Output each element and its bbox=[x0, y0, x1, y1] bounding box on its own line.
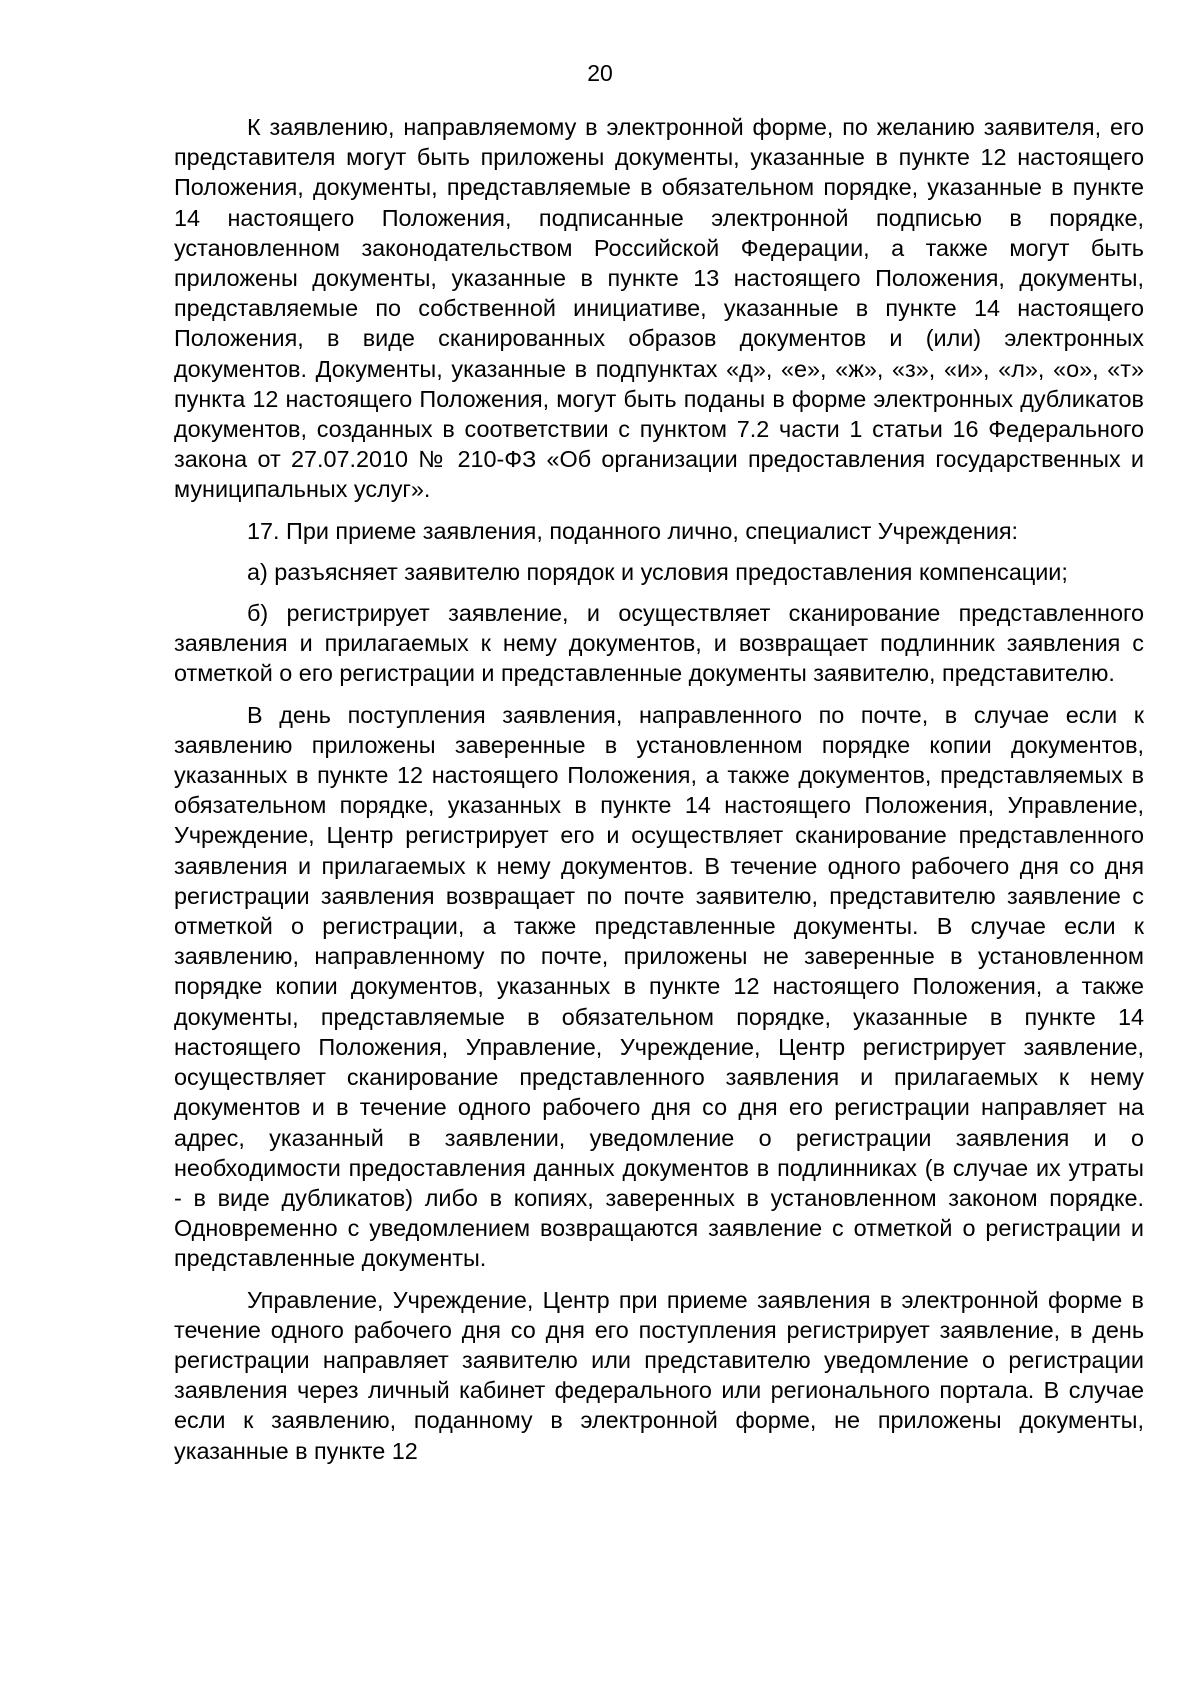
document-body bbox=[174, 112, 1144, 1466]
paragraph-electronic-application: Управление, Учреждение, Центр при приеме заявления в электронной форме в течение одного рабочего дня со дня его поступления регистрирует заявление, в день регистрации направляет заявителю или представителю уведомление о регистрации заявления через личный кабинет федерального или регионального портала. В случае если к заявлению, поданному в электронной форме, не приложены документы, указанные в пункте 12 bbox=[174, 1286, 1144, 1464]
paragraph-postal-application: В день поступления заявления, направленного по почте, в случае если к заявлению приложены заверенные в установленном порядке копии документов, указанных в пункте 12 настоящего Положения, а также документов, представляемых в обязательном порядке, указанных в пункте 14 настоящего Положения, Управление, Учреждение, Центр регистрирует его и осуществляет сканирование представленного заявления и прилагаемых к нему документов. В течение одного рабочего дня со дня регистрации заявления возвращает по почте заявителю, представителю заявление с отметкой о регистрации, а также представленные документы. В случае если к заявлению, направленному по почте, приложены не заверенные в установленном порядке копии документов, указанных в пункте 12 настоящего Положения, а также документы, представляемые в обязательном порядке, указанные в пункте 14 настоящего Положения, Управление, Учреждение, Центр регистрирует заявление, осуществляет сканирование представленного заявления и прилагаемых к нему документов и в течение одного рабочего дня со дня его регистрации направляет на адрес, указанный в заявлении, уведомление о регистрации заявления и о необходимости предоставления данных документов в подлинниках (в случае их утраты - в виде дубликатов) либо в копиях, заверенных в установленном законом порядке. Одновременно с уведомлением возвращаются заявление с отметкой о регистрации и представленные документы. bbox=[174, 701, 1144, 1272]
paragraph-subitem-b: б) регистрирует заявление, и осуществляет сканирование представленного заявления и прилагаемых к нему документов, и возвращает подлинник заявления с отметкой о его регистрации и представленные документы заявителю, представителю. bbox=[174, 600, 1144, 687]
paragraph-subitem-a: а) разъясняет заявителю порядок и условия предоставления компенсации; bbox=[247, 558, 1068, 585]
paragraph-item-17: 17. При приеме заявления, поданного лично, специалист Учреждения: bbox=[247, 517, 1019, 544]
page-number: 20 bbox=[587, 60, 613, 86]
paragraph-electronic-form-attachments: К заявлению, направляемому в электронной форме, по желанию заявителя, его представителя могут быть приложены документы, указанные в пункте 12 настоящего Положения, документы, представляемые в обязательном порядке, указанные в пункте 14 настоящего Положения, подписанные электронной подписью в порядке, установленном законодательством Российской Федерации, а также могут быть приложены документы, указанные в пункте 13 настоящего Положения, документы, представляемые по собственной инициативе, указанные в пункте 14 настоящего Положения, в виде сканированных образов документов и (или) электронных документов. Документы, указанные в подпунктах «д», «е», «ж», «з», «и», «л», «о», «т» пункта 12 настоящего Положения, могут быть поданы в форме электронных дубликатов документов, созданных в соответствии с пунктом 7.2 части 1 статьи 16 Федерального закона от 27.07.2010 № 210-ФЗ «Об организации предоставления государственных и муниципальных услуг». bbox=[174, 114, 1144, 503]
